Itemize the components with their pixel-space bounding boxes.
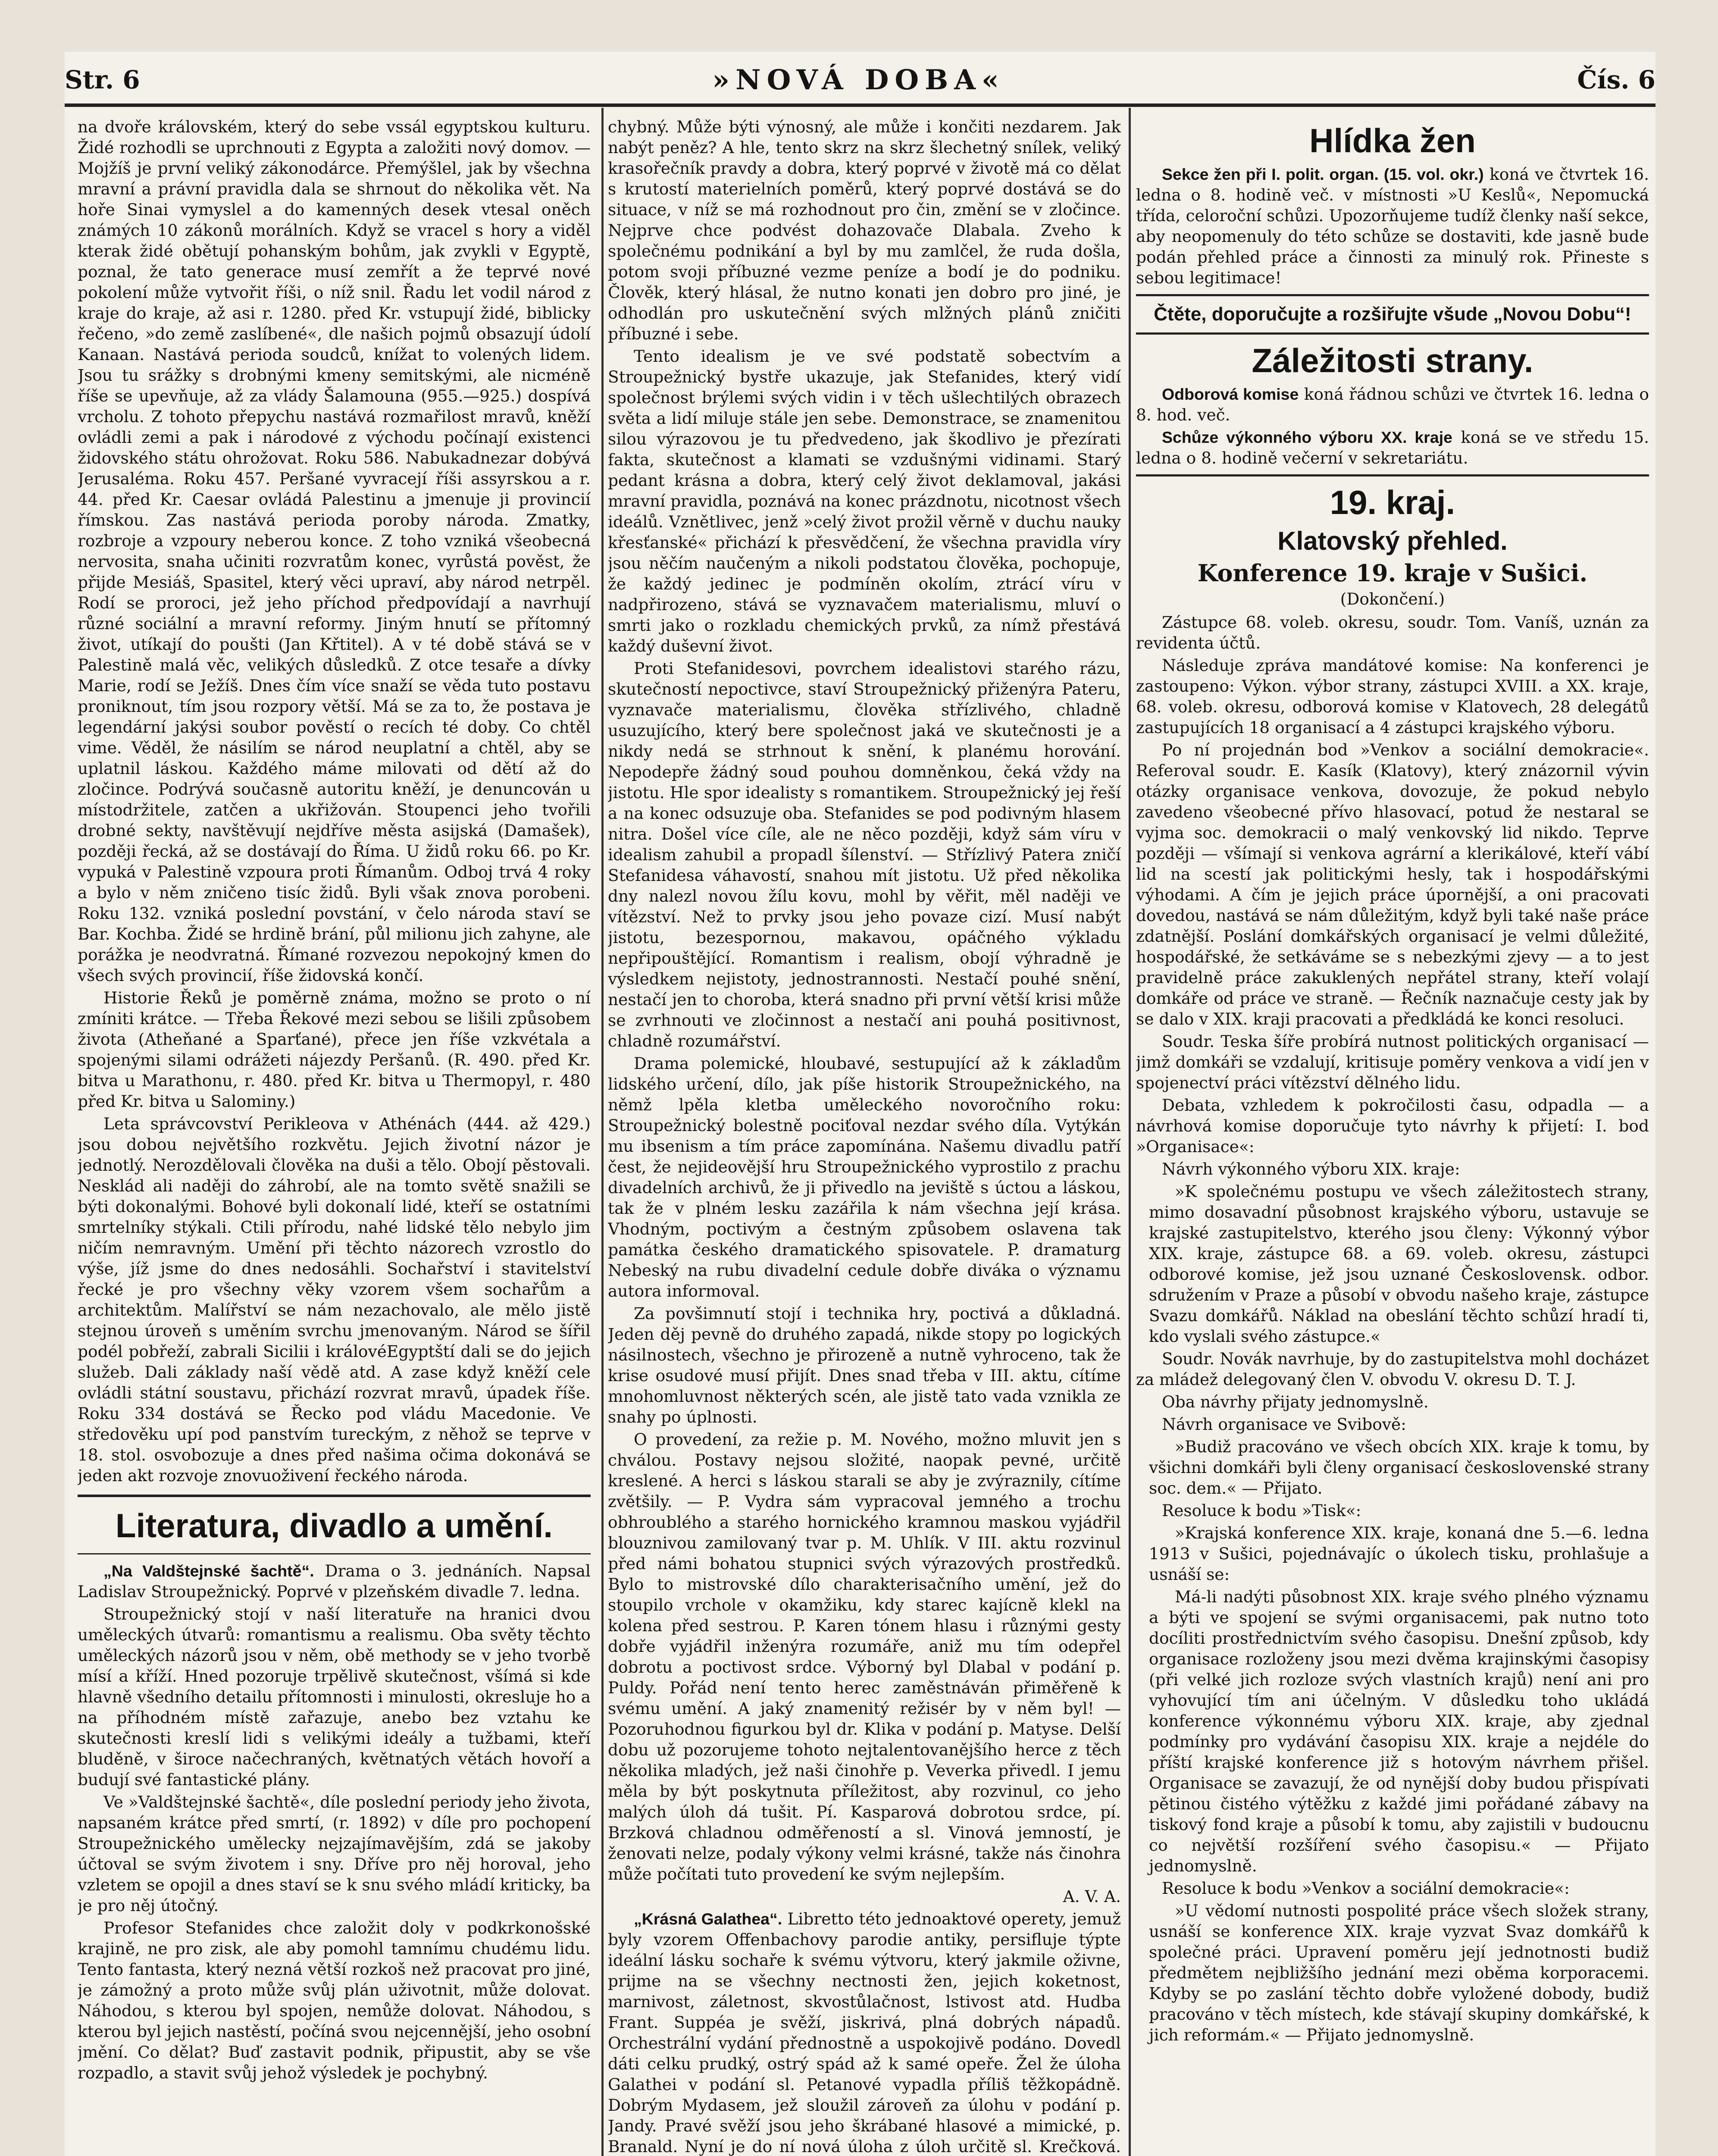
article-paragraph: Návrh výkonného výboru XIX. kraje: [1162,1159,1460,1178]
article-paragraph: Leta správcovství Perikleova v Athénách (444. až 429.) jsou dobou největšího rozkvětu. Jejich životní názor je jednotlý. Nerozdělovali člověka na duši a tělo. Obojí pěstovali. Nesklád ali naději do záhrobí, ale na tomto světě snažili se býti dokonalými. Bohové byli dokonalí lidé, kteří se ostatními smrtelníky stýkali. Ctili přírodu, nahé lidské tělo nebylo jim ničím nemravným. Umění při těchto názorech vzrostlo do výše, jíž jsme do dnes nedosáhli. Sochařství i stavitelství řecké je pro všechny věky vzorem všem sochařům a architektům. Malířství se nám nezachovalo, ale mělo jistě stejnou úroveň s uměním svrchu jmenovaným. Národ se šířil podél pobřeží, zabrali Sicilii i královéEgyptští dali se do jejich služeb. Dali základy naší vědě atd. A zase když kněží cele ovládli státní soustavu, přichází rozvrat mravů, úpadek říše. Roku 334 dostává se Řecko pod vládu Macedonie. Ve středověku upí pod panstvím tureckým, z něhož se teprve v 18. stol. osvobozuje a dnes před našima očima dokonává se jeden akt rozvoje znovuoživení řeckého národa. [78,1114,591,1485]
notice-lead: Sekce žen při I. polit. organ. (15. vol. okr.) [1162,165,1484,183]
article-paragraph: Soudr. Novák navrhuje, by do zastupitelstva mohl docházet za mládež delegovaný člen V. obvodu V. okresu D. T. J. [1136,1349,1649,1389]
literature-section-header [78,1495,591,1554]
article-paragraph: Soudr. Teska šíře probírá nutnost politických organisací — jimž domkáři se vzdalují, kritisuje poměry venkova a vidí jen v spojenectví práci vítězství dělného lidu. [1136,1032,1649,1092]
divider [1136,294,1649,296]
region-subtitle: Klatovský přehled. [1277,526,1508,555]
conference-title: Konference 19. kraje v Sušici. [1197,559,1588,587]
section-title: Záležitosti strany. [1252,342,1533,379]
notice-lead: Odborová komise [1162,385,1299,403]
article-paragraph: Drama polemické, hloubavé, sestupující až k základům lidského určení, dílo, jak píše historik Stroupežnického, na němž lpěla kletba uměleckého novoročního roku: Stroupežnický bolestně pociťoval nezdar svého díla. Vytýkán mu ibsenism a tím práce zapomínána. Našemu divadlu patří čest, že nejideovější hru Stroupežnického vyprostilo z prachu divadelních archivů, že ji přivedlo na jeviště s úctou a láskou, tak že v plném lesku zazářila k nám všechna její krása. Vhodným, poctivým a čestným způsobem oslavena tak památka českého dramatického spisovatele. P. dramaturg Nebeský na rubu divadelní cedule dobře divákа o významu autora informoval. [608,1054,1121,1300]
article-paragraph: Resoluce k bodu »Venkov a sociální demokracie«: [1162,1879,1570,1898]
article-paragraph: Zástupce 68. voleb. okresu, soudr. Tom. Vaníš, uznán za revidenta účtů. [1136,613,1649,652]
notice-body: koná se ve středu 15. ledna o 8. hodině večerní v sekretariátu. [1136,428,1649,467]
page-header [65,60,1655,99]
article-paragraph: Proti Stefanidesovi, povrchem idealistovi starého rázu, skutečností nepoctivce, staví Stroupežnický přiženýra Pateru, vyznavače materialismu, člověka střízlivého, chladně usuzujícího, který bere společnost jaká ve skutečnosti je a nikdy nedá se strhnout k snění, k planému horování. Nepodepře žádný soud pouhou domněnkou, čeká vždy na jistotu. Hle spor idealisty s romantikem. Stroupežnický jej řeší a na konec odsuzuje oba. Stefanides se pod podivným hlasem nitra. Došel více cíle, ale ne něco později, když sám víru v idealism zahubil a propadl šílenství. — Střízlivý Patera zničí Stefanidesa váhavostí, snahou mít jistotu. Už před několika dny nalezl novou žílu kovu, mohl by věřit, měl naději ve vítězství. Než to prvky jsou jeho povaze cizí. Musí nabýt jistotu, bezespornou, makavou, opáčného výkladu nepřipouštějící. Romantism i realism, obojí výhradně je výsledkem nejistoty, jednostrannosti. Nestačí pouhé snění, nestačí jen to choroba, která snadno při první větší krisi může se zvrhnouti ve zločinnost a nestačí ani pouhá positivnost, chladně rozumářství. [608,659,1121,1050]
article-paragraph: Oba návrhy přijaty jednomyslně. [1162,1392,1429,1411]
newspaper-title: »NOVÁ DOBA« [712,63,1005,96]
notice-body: koná ve čtvrtek 16. ledna o 8. hodině več. v místnosti »U Keslů«, Nepomucká třída, celoroční schůzi. Upozorňujeme tudíž členky naší sekce, aby neopomenuly do této schůze se dostaviti, kde jasně bude podán přehled práce a činnosti za minulý rok. Přineste s sebou legitimace! [1136,165,1649,287]
notice-body: koná řádnou schůzi ve čtvrtek 16. ledna o 8. hod. več. [1136,385,1649,424]
article-paragraph: O provedení, za režie p. M. Nového, možno mluvit jen s chválou. Postavy nejsou složité, naopak pevné, určitě kreslené. A herci s láskou starali se aby je zvýraznily, cítíme zvětšily. — P. Vydra sám vypracoval jemného a trochu obhroublého a starého hornického kramnou maskou vyjádřil blouznivou zamilovaný tvar p. M. Uhlík. V III. aktu rozvinul před námi bohatou stupnici svých výrazových prostředků. Bylo to mistrovské dílo charakterisačního umění, jež do stoupilo vrchole v okamžiku, kdy starec kajícně klekl na kolena před sestrou. P. Karen tónem hlasu i různými gesty dobře vyjádřil inženýra rozumáře, aniž mu tím odepřel dobrotu a poctivost srdce. Výborný byl Dlabal v podání p. Puldy. Pořád není tento herec zaměstnáván přiměřeně k svému umění. A jaký znamenitý režisér by v něm byl! — Pozoruhodnou figurkou byl dr. Klika v podání p. Matyse. Delší dobu už pozorujeme tohoto nejtalentovanějšího herce z těch několika mladých, jež naši činohře p. Veverka přivedl. I jemu měla by být poskytnuta příležitost, aby rozvinul, co jeho malých úloh dá tušit. Pí. Kasparová dobrotou srdce, pí. Brzková chladnou odměřeností a sl. Vinová jemností, je ženovati nelze, podaly výkony velmi krásné, takže nás činohra může počítati tuto provedení ke svým nejlepším. [608,1430,1121,1883]
resolution-quote: »Krajská konference XIX. kraje, konaná dne 5.—6. ledna 1913 v Sušici, pojednávajíc o úkolech tisku, prohlašuje a usnáší se: [1149,1523,1649,1584]
divider [1136,474,1649,476]
resolution-quote: »U vědomí nutnosti pospolité práce všech složek strany, usnáší se konference XIX. kraje vyzvat Svaz domkářů k společné práci. Upravení poměru její jednotnosti budiž předmětem nejbližšího jednání mezi oběma korporacemi. Kdyby se po zaslání těchto dobře vyložené dobody, budiž pracováno v těch místech, kde stávají skupiny domkářské, k jich reformám.« — Přijato jednomyslně. [1149,1901,1649,2044]
review-title: „Krásná Galathea“. [634,1910,782,1928]
article-paragraph: Tento idealism je ve své podstatě sobectvím a Stroupežnický bystře ukazuje, jak Stefanides, který vidí společnost brýlemi svých vidin i v těch ušlechtilých obrazech světa a lidí miluje stále jen sebe. Demonstrace, se znamenitou silou výrazovou je tu předvedeno, jak škodlivo je přezírati fakta, skutečnost a klamati se vzdušnými vidinami. Starý pedant krásna a dobra, který celý život deklamoval, jakási mravní pravidla, poznává na konec prázdnotu, nicotnost všech ideálů. Vznětlivec, jenž »celý život prožil věrně v duchu nauky křesťanské« přichází k přesvědčení, že všechna pravidla víry jsou něčím naučeným a nikoli podstatou člověka, pochopuje, že každý jedinec je podmíněn okolím, ztrácí víru v nadpřirozeno, stává se vyznavačem materialismu, mluví o smrti jako o rozkladu chemických prvků, za nímž přestává každý duševní život. [608,347,1121,655]
article-paragraph: Následuje zpráva mandátové komise: Na konferenci je zastoupeno: Výkon. výbor strany, zástupci XVIII. a XX. kraje, 68. voleb. okresu, odborová komise v Klatovech, 28 delegátů zastupujících 18 organisací a 4 zástupci krajského výboru. [1136,656,1649,737]
issue-number: Čís. 6 [1577,65,1655,94]
article-paragraph: Resoluce k bodu »Tisk«: [1162,1501,1361,1520]
region-title: 19. kraj. [1330,483,1455,521]
continuation-note: (Dokončení.) [1340,589,1445,608]
column-divider-1 [601,108,604,2156]
promo-banner: Čtěte, doporučujte a rozšiřujte všude „Novou Dobu“! [1154,304,1631,325]
article-paragraph: Profesor Stefanides chce založit doly v podkrkonošské krajině, ne pro zisk, ale aby pomohl tamnímu chudému lidu. Tento fantasta, který nezná větší rozkoš než pracovat pro jiné, je zámožný a proto může svůj plán uživotnit, může dolovat. Náhodou, s kterou byl spojen, nemůže dolovat. Náhodou, s kterou byl jejich nastěstí, počíná svou nejcennější, jeho osobní jmění. Co dělat? Buď zastavit podnik, připustit, aby se vše rozpadlo, a stavit svůj jehož výsledek je pochybný. [78,1918,591,2082]
article-paragraph: Historie Řeků je poměrně známa, možno se proto o ní zmíniti krátce. — Třeba Řekové mezi sebou se lišili způsobem života (Atheňané a Sparťané), přece jen říše vzkvétala a spojenými silami odrážeti nájezdy Peršanů. (R. 490. před Kr. bitva u Marathonu, r. 480. před Kr. bitva u Thermopyl, r. 480 před Kr. bitva u Salominy.) [78,988,591,1111]
review-body: Libretto této jednoaktové operety, jemuž byly vzorem Offenbachovy parodie antiky, persifluje týpte ideální lásku sochaře k svému výtvoru, který jakmile oživne, prijme na se všechny nectnosti žen, jejich koketnost, marnivost, záletnost, skvostůlačnost, lstivost atd. Hudba Frant. Suppéa je svěží, jiskrivá, plná dobrých nápadů. Orchestrální vydání přednostně a uspokojivě podáno. Dovedl dáti celku prudký, ostrý spád až k samé opeře. Žel že úloha Galathei v podání sl. Petanové vypadla příliš těžkopádně. Dobrým Mydasem, jež sloužil zároveň za úlohu v podání p. Jandy. Pravé svěží jsou jeho škrábané hlasové a mimické, p. Branald. Nyní je do ní nová úloha z úloh určitě sl. Krečková. [608,1909,1121,2156]
resolution-quote: Má-li nadýti působnost XIX. kraje svého plného významu a býti ve spojení se svými organisacemi, pak nutno toto docíliti prostřednictvím svého časopisu. Dnešní způsob, kdy organisace rozloženy jsou mezi dvěma krajinskými časopisy (při velké jich rozloze svých vlastních krajů) není ani pro vyhovující tím ani účelným. V důsledku toho ukládá konference výkonnému výboru XIX. kraje, aby zjednal podmínky pro vydávání časopisu XIX. kraje a nejdéle do příští krajské konference již s hotovým návrhem přišel. Organisace se zavazují, že od nynější doby budou přispívati pětinou čistého výtěžku z každé jimi pořádané zábavy na tiskový fond kraje a působí k tomu, aby zajistili v budoucnu co největší rozšíření svého časopisu.« — Přijato jednomyslně. [1149,1587,1649,1875]
section-title: Literatura, divadlo a umění. [115,1507,553,1545]
page-number: Str. 6 [65,65,140,94]
column-divider-2 [1129,108,1131,2156]
review-intro: Drama o 3. jednáních. Napsal Ladislav Stroupežnický. Poprvé v plzeňském divadle 7. ledna. [78,1561,591,1601]
resolution-quote: »K společnému postupu ve všech záležitostech strany, mimo dosavadní působnost krajského výboru, ustavuje se krajské zastupitelstvo, kterého jsou členy: Výkonný výbor XIX. kraje, zástupce 68. a 69. voleb. okresu, zástupci odborové komise, jež jsou uznané Československ. odbor. sdružením v Praze a působí v obvodu našeho kraje, zástupce Svazu domkářů. Náklad na obeslání těchto schůzí hradí ti, kdo vyslali svého zástupce.« [1149,1182,1649,1346]
column-3 [1136,116,1649,2156]
header-rule [65,103,1655,107]
article-paragraph: na dvoře královském, který do sebe vssál egyptskou kulturu. Židé rozhodli se uprchnouti z Egypta a založiti nový domov. — Mojžíš je první veliký zákonodárce. Přemýšlel, jak by všechna mravní a právní pravidla dala se shrnout do několika vět. Na hoře Sinai vymyslel a do kamenných desek vtesal oněch známých 10 zákonů morálních. Když se vracel s hory a viděl kterak židé obětují pohanským bohům, jak zvykli v Egyptě, poznal, že tato generace musí zemřít a že teprvé nové pokolení může vytvořit říši, o níž snil. Řadu let vodil národ z kraje do kraje, až asi r. 1280. před Kr. vstupují židé, biblicky řečeno, »do země zaslíbené«, dle našich pojmů obsazují údolí Kanaan. Nastává perioda soudců, knížat to volených lidem. Jsou tu srážky s drobnými kmeny semitskými, ale nicméně říše se upevňuje, až za vlády Šalamouna (955.—925.) dospívá vrcholu. Z tohoto přepychu nastává rozmařilost mravů, kněží ovládli zemi a pak i národové z východu počínají existenci židovského státu ohrožovat. Roku 586. Nabukadnezar dobývá Jerusaléma. Roku 457. Peršané vyvracejí říši assyrskou a r. 44. před Kr. Caesar ovládá Palestinu a jmenuje ji provincií římskou. Zas nastává perioda poroby národa. Zmatky, rozbroje a vzpoury neberou konce. Z toho vzniká všeobecná nervosita, snaha učiniti rozvratům konec, vyrůstá pověst, že přijde Mesiáš, Spasitel, který věci upraví, aby národ netrpěl. Rodí se proroci, jež jeho příchod předpovídají a navrhují různé sociální a mravní reformy. Jiným hnutí se přítomný život, utíkají do poušti (Jan Křtitel). A v té době stává se v Palestině malá věc, velikých důsledků. Z otce tesaře a dívky Marie, rodí se Ježíš. Dnes čím více snaží se věda tuto postavu proniknout, tím jsou rozpory větší. Má se za to, že postava je legendární jakýsi soubor pověstí o recích té doby. Co chtěl vime. Věděl, že násilím se národ neuplatní a chtěl, aby se uplatnil láskou. Každého máme milovati od dětí až do zločince. Podrývá současně autoritu kněží, je denuncován u místodržitele, zatčen a ukřižován. Stoupenci jeho tvořili drobné sekty, navštěvují nejdříve města asijská (Damašek), později řecká, až se dostávají do Říma. U židů roku 66. po Kr. vypuká v Palestině vzpoura proti Římanům. Odboj trvá 4 roky a bylo v něm zničeno tisíc židů. Byli však znova porobeni. Roku 132. vzniká poslední povstání, v čelo národa staví se Bar. Kochba. Židé se hrdině brání, půl milionu jich zahyne, ale porážka je neodvratná. Římané rozvezou nepokojný kmen do všech svých provincií, říše židovská končí. [78,117,591,985]
resolution-quote: »Budiž pracováno ve všech obcích XIX. kraje k tomu, by všichni domkáři byli členy organisací československé strany soc. dem.« — Přijato. [1149,1437,1649,1498]
article-paragraph: Po ní projednán bod »Venkov a sociální demokracie«. Referoval soudr. E. Kasík (Klatovy), který znázornil vývin otázky organisace venkova, dovozuje, že pokud nebylo zavedeno všeobecné přívo hlasovací, potud že nestaral se vyjma soc. demokracii o malý venkovský lid nikdo. Teprve později — všímají si venkova agrární a klerikálové, kteří vábí lid na scestí jak politickými hesly, tak i hospodářskými výhodami. A čím je jejich práce úpornější, a oni pracovati dovedou, nastává se nám důležitým, když byli také naše práce zdatnější. Poslání domkářských organisací je velmi důležité, hospodářské, že setkáváme se s nebezkými zjevy — a to jest pravidelně práce zakuklených nepřátel strany, kteří volají domkáře od práce ve straně. — Řečník naznačuje cesty jak by se dalo v XIX. kraji pracovati a předkládá ke konci resoluci. [1136,740,1649,1028]
column-1 [78,116,591,2156]
article-paragraph: Ve »Valdštejnské šachtě«, díle poslední periody jeho života, napsaném krátce před smrtí, (r. 1892) v díle pro pochopení Stroupežnického umělecky nejzajímavějším, zdá se jakoby účtoval se svým životem i sny. Dříve pro něj horoval, jeho vzletem se opojil a dnes staví se k snu svého mládí kriticky, ba je pro něj útočný. [78,1792,591,1915]
section-title: Hlídka žen [1309,122,1476,160]
notice-lead: Schůze výkonného výboru XX. kraje [1162,428,1452,446]
article-paragraph: Stroupežnický stojí v naší literatuře na hranici dvou uměleckých útvarů: romantismu a realismu. Oba světy těchto uměleckých názorů jsou v něm, obě methody se v jeho tvorbě mísí a kříží. Hned pozoruje trpělivě skutečnost, všímá si kde hlavně všedního detailu přítomnosti i minulosti, okresluje ho a na příhodném místě zařazuje, anebo bez vztahu ke skutečnosti kreslí lidi s velikými ideály a tužbami, kteří bluděně, v široce načechraných, květnatých větách hovoří a budují své fantastické plány. [78,1604,591,1789]
article-paragraph: Debata, vzhledem k pokročilosti času, odpadla — a návrhová komise doporučuje tyto návrhy k přijetí: I. bod »Organisace«: [1136,1096,1649,1156]
article-paragraph: chybný. Může býti výnosný, ale může i končiti nezdarem. Jak nabýt peněz? A hle, tento skrz na skrz šlechetný snílek, veliký krasořečník pravdy a dobra, který poprvé v životě má co dělat s krutostí materielních poměrů, který poprvé dostává se do situace, v níž se má rozhodnout pro čin, změní se v zločince. Nejprve chce podvést dohazovače Dlabala. Zveho k společnému podnikání a byl by mu zamlčel, že ruda došla, potom svoji příbuzné vezme peníze a bodí je do podniku. Člověk, který hlásal, že nutno konati jen dobro pro jiné, je odhodlán pro uskutečnění svých mlžných plánů zničiti příbuzné i sebe. [608,117,1121,343]
article-paragraph: Návrh organisace ve Svibově: [1162,1415,1406,1434]
column-2 [608,116,1121,2156]
author-signature: A. V. A. [1063,1887,1121,1906]
divider [1136,332,1649,335]
article-paragraph: Za povšimnutí stojí i technika hry, poctivá a důkladná. Jeden děj pevně do druhého zapadá, nikde stopy po logických násilnostech, všechno je přirozeně a nutně vyhroceno, tak že krise osudové musí přijít. Dnes snad třeba v III. aktu, cítíme mnohomluvnost některých scén, ale jistě tato vada vznikla ze snahy po úplnosti. [608,1304,1121,1426]
review-title: „Na Valdštejnské šachtě“. [103,1562,314,1580]
